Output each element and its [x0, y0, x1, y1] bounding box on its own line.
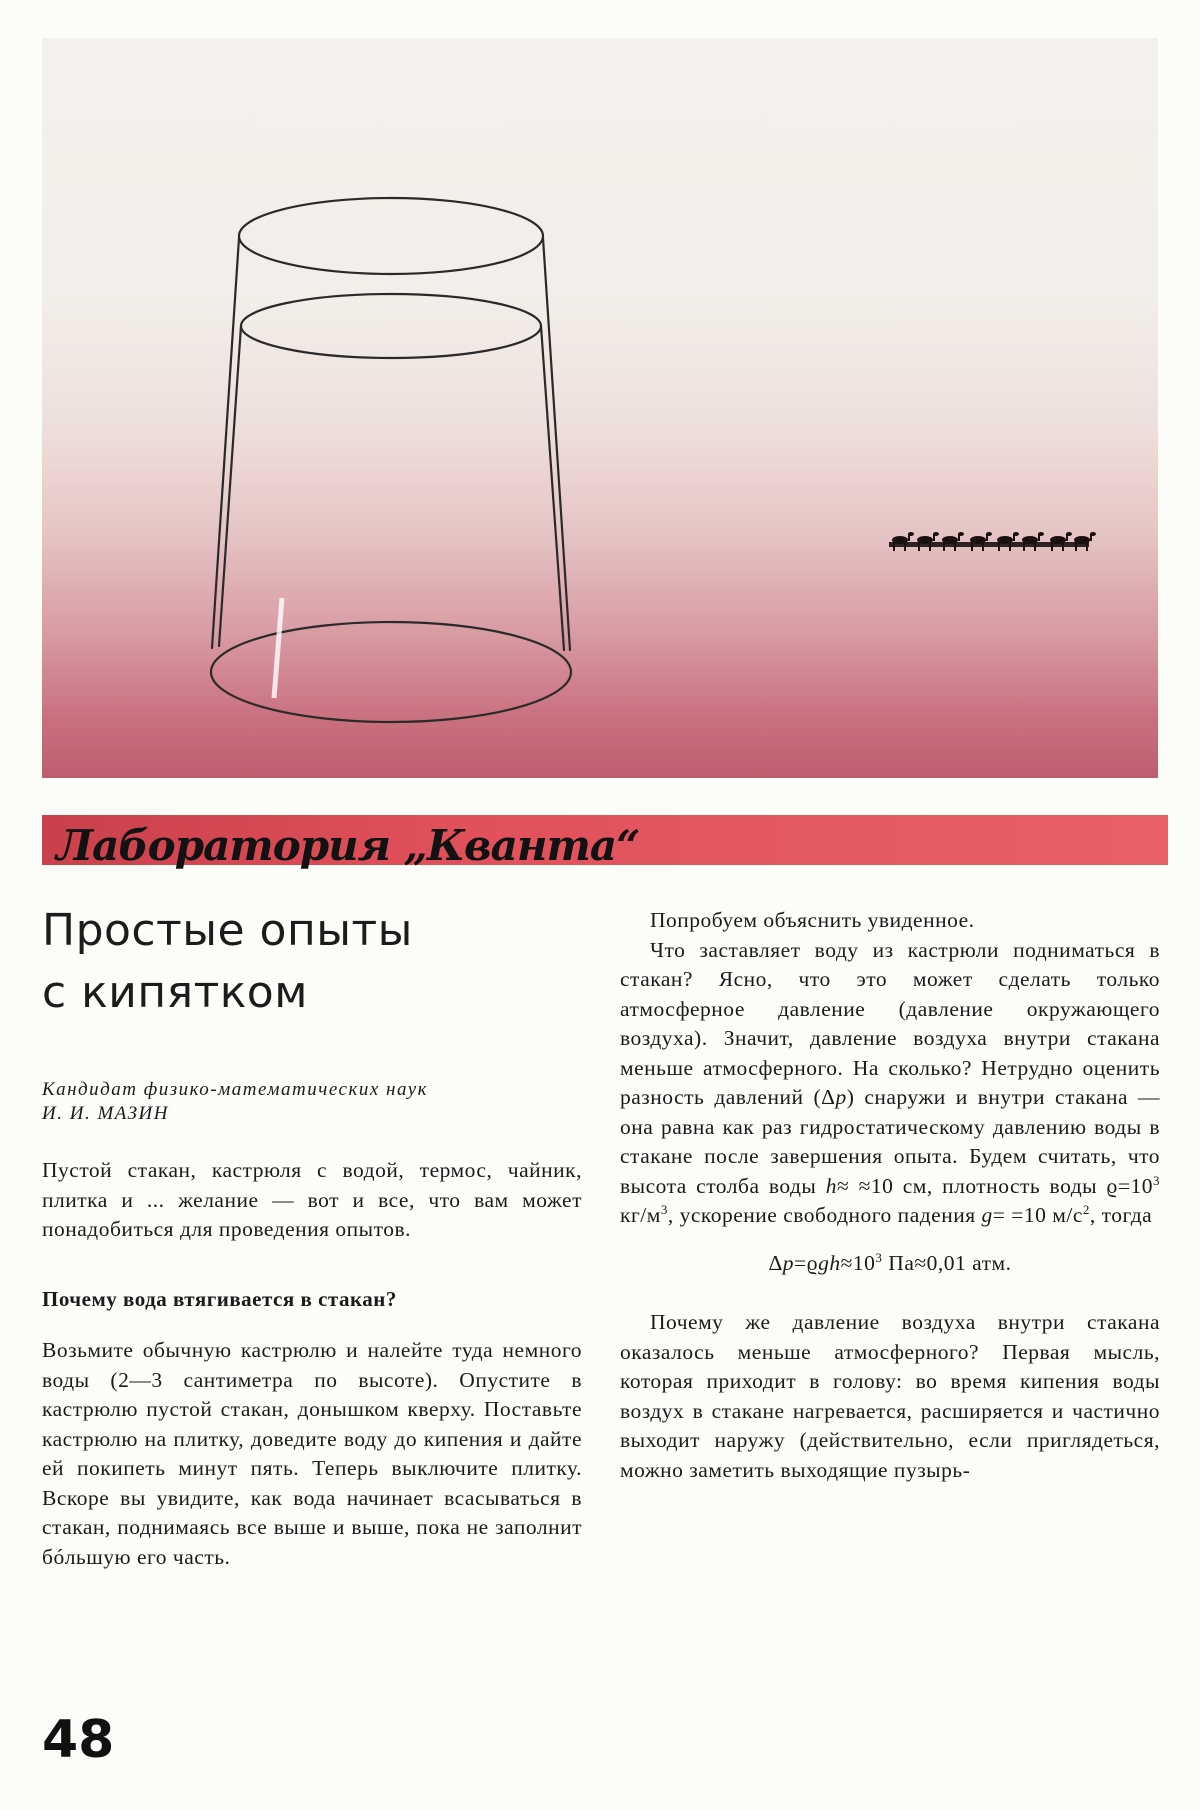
- section-heading: Почему вода втягивается в стакан?: [42, 1286, 397, 1311]
- p2-text-d: кг/м: [620, 1203, 661, 1227]
- formula-part-a: Δ: [768, 1250, 783, 1275]
- p2-var-h: h: [825, 1173, 837, 1198]
- p2-text-b: ) снаружи и внутри стакана — она равна как раз гидростатическому давлению воды в стакане после завершения опыта. Будем считать, что высота столба воды: [620, 1085, 1160, 1198]
- p2-exp-c: 2: [1082, 1201, 1090, 1217]
- section-body-paragraph: Возьмите обычную кастрюлю и налейте туда немного воды (2—3 сантиметра по высоте). Опустите в кастрюлю пустой стакан, донышком кверху. Поставьте кастрюлю на плитку, доведите воду до кипения и дайте ей покипеть минут пять. Теперь выключите плитку. Вскоре вы увидите, как вода начинает всасываться в стакан, поднимаясь все выше и выше, пока не заполнит бóльшую его часть.: [42, 1338, 582, 1569]
- p2-exp-b: 3: [660, 1201, 668, 1217]
- paragraph-2: [620, 936, 1160, 1231]
- paragraph-3: Почему же давление воздуха внутри стакана оказалось меньше атмосферного? Первая мысль, которая приходит в голову: во время кипения воды воздух в стакане нагревается, расширяется и частично выходит наружу (действительно, если приглядеться, можно заметить выходящие пузырь-: [620, 1310, 1160, 1482]
- author-block: [42, 1078, 602, 1126]
- cover-illustration: [42, 38, 1158, 778]
- glass-drawing-icon: [42, 38, 1158, 778]
- author-name: И. И. МАЗИН: [42, 1103, 169, 1124]
- formula-var-p: p: [782, 1250, 795, 1275]
- p2-text-e: , ускорение свободного падения: [667, 1203, 982, 1227]
- right-column: [620, 906, 1160, 1485]
- formula-part-c: ≈10: [840, 1250, 876, 1275]
- p2-text-g: , тогда: [1089, 1203, 1153, 1227]
- p2-text-a: Что заставляет воду из кастрюли подниматься в стакан? Ясно, что это может сделать только атмосферное давление (давление окружающего воздуха). Значит, давление воздуха внутри стакана меньше атмосферного. На сколько? Нетрудно оценить разность давлений (Δ: [620, 937, 1160, 1109]
- paragraph-1: Попробуем объяснить увиденное.: [650, 908, 975, 932]
- p2-text-c: ≈ ≈10 см, плотность воды ϱ=10: [836, 1173, 1153, 1198]
- author-credentials: Кандидат физико-математических наук: [42, 1079, 429, 1100]
- title-line-1: Простые опыты: [42, 905, 413, 956]
- formula-part-b: =ϱ: [794, 1250, 819, 1275]
- formula-exp: 3: [875, 1249, 883, 1265]
- p2-var-p: p: [835, 1085, 847, 1109]
- p2-var-g: g: [981, 1203, 993, 1227]
- banner-label: Лаборатория „Кванта“: [56, 821, 640, 870]
- camel-caravan-icon: [889, 532, 1096, 551]
- article-title: [42, 900, 602, 1024]
- section-banner: [42, 815, 1168, 870]
- title-line-2: с кипятком: [42, 967, 308, 1018]
- p2-exp-a: 3: [1153, 1172, 1160, 1188]
- left-column: [42, 1156, 582, 1572]
- page-number: 48: [42, 1710, 115, 1770]
- intro-paragraph: Пустой стакан, кастрюля с водой, термос, чайник, плитка и ... желание — вот и все, что вам может понадобиться для проведения опытов.: [42, 1158, 582, 1241]
- p2-text-f: = =10 м/с: [992, 1203, 1083, 1227]
- formula-part-d: Па≈0,01 атм.: [882, 1250, 1012, 1275]
- formula-var-gh: gh: [818, 1250, 841, 1275]
- formula: [620, 1249, 1160, 1279]
